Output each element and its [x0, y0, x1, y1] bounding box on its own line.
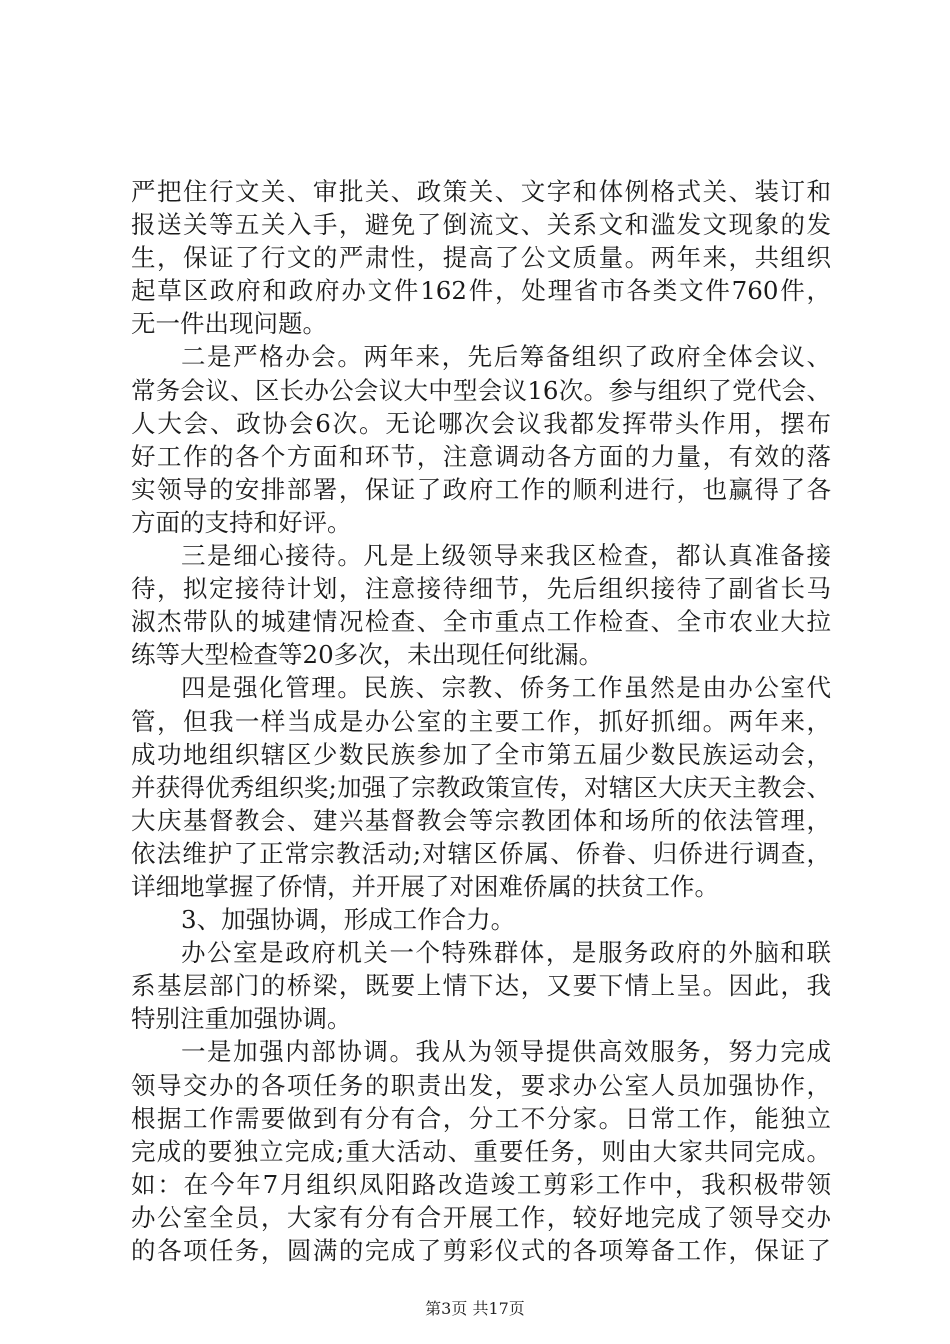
text-line: 无一件出现问题。 — [131, 309, 327, 339]
text-line: 并获得优秀组织奖;加强了宗教政策宣传，对辖区大庆天主教会、 — [131, 772, 831, 802]
text-line: 报送关等五关入手，避免了倒流文、关系文和滥发文现象的发 — [131, 210, 831, 240]
text-line: 一是加强内部协调。我从为领导提供高效服务，努力完成 — [181, 1037, 831, 1067]
text-line: 特别注重加强协调。 — [131, 1004, 352, 1034]
text-line: 二是严格办会。两年来，先后筹备组织了政府全体会议、 — [181, 342, 831, 372]
text-line: 成功地组织辖区少数民族参加了全市第五届少数民族运动会， — [131, 739, 831, 769]
page-number: 第3页 共17页 — [425, 1299, 525, 1318]
text-line: 依法维护了正常宗教活动;对辖区侨属、侨眷、归侨进行调查， — [131, 838, 831, 868]
text-line: 四是强化管理。民族、宗教、侨务工作虽然是由办公室代 — [181, 673, 831, 703]
text-line: 领导交办的各项任务的职责出发，要求办公室人员加强协作， — [131, 1070, 831, 1100]
text-line: 详细地掌握了侨情，并开展了对困难侨属的扶贫工作。 — [131, 871, 719, 901]
text-line: 系基层部门的桥梁，既要上情下达，又要下情上呈。因此，我 — [131, 971, 831, 1001]
text-line: 严把住行文关、审批关、政策关、文字和体例格式关、装订和 — [131, 177, 831, 206]
text-line: 生，保证了行文的严肃性，提高了公文质量。两年来，共组织 — [131, 243, 831, 273]
text-line: 起草区政府和政府办文件162件，处理省市各类文件760件， — [131, 276, 831, 306]
text-line: 根据工作需要做到有分有合，分工不分家。日常工作，能独立 — [131, 1103, 831, 1133]
text-line: 方面的支持和好评。 — [131, 507, 352, 537]
text-line: 的各项任务，圆满的完成了剪彩仪式的各项筹备工作，保证了 — [131, 1236, 831, 1265]
text-line: 待，拟定接待计划，注意接待细节，先后组织接待了副省长马 — [131, 574, 831, 604]
text-line: 人大会、政协会6次。无论哪次会议我都发挥带头作用，摆布 — [131, 408, 831, 438]
text-line: 常务会议、区长办公会议大中型会议16次。参与组织了党代会、 — [131, 375, 831, 405]
text-line: 办公室全员，大家有分有合开展工作，较好地完成了领导交办 — [131, 1202, 831, 1232]
text-line: 三是细心接待。凡是上级领导来我区检查，都认真准备接 — [181, 541, 831, 571]
text-line: 办公室是政府机关一个特殊群体，是服务政府的外脑和联 — [181, 938, 831, 968]
section-heading: 3、加强协调，形成工作合力。 — [181, 905, 516, 935]
text-line: 实领导的安排部署，保证了政府工作的顺利进行，也赢得了各 — [131, 474, 831, 504]
text-line: 淑杰带队的城建情况检查、全市重点工作检查、全市农业大拉 — [131, 607, 831, 637]
text-line: 好工作的各个方面和环节，注意调动各方面的力量，有效的落 — [131, 441, 831, 471]
text-line: 练等大型检查等20多次，未出现任何纰漏。 — [131, 640, 604, 670]
text-line: 完成的要独立完成;重大活动、重要任务，则由大家共同完成。 — [131, 1136, 831, 1166]
text-line: 如：在今年7月组织凤阳路改造竣工剪彩工作中，我积极带领 — [131, 1169, 831, 1199]
text-line: 管，但我一样当成是办公室的主要工作，抓好抓细。两年来， — [131, 706, 831, 736]
text-line: 大庆基督教会、建兴基督教会等宗教团体和场所的依法管理， — [131, 805, 831, 835]
body-text — [131, 175, 831, 1267]
